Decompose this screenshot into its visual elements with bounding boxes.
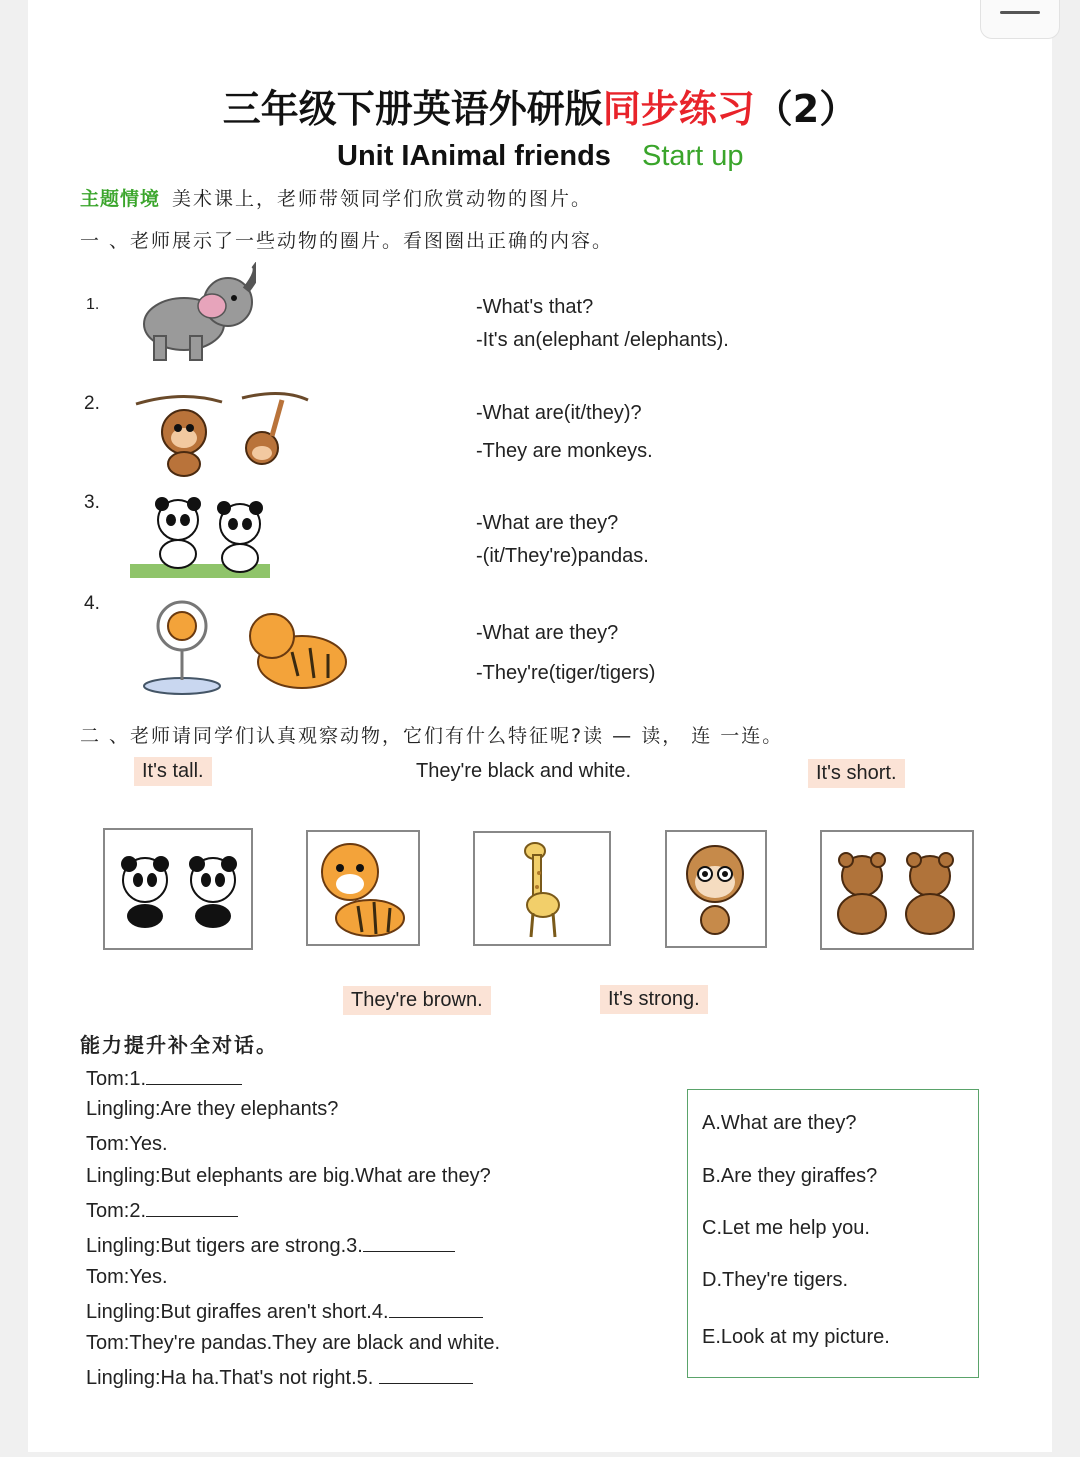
tiger-icon	[308, 832, 418, 944]
animal-box-bears[interactable]	[820, 830, 974, 950]
animal-box-giraffe[interactable]	[473, 831, 611, 946]
monkeys-picture	[132, 384, 312, 480]
elephant-picture	[136, 262, 256, 366]
item1-answer: -It's an(elephant /elephants).	[476, 329, 729, 351]
answer-blank-5[interactable]	[379, 1365, 473, 1384]
option-e[interactable]: E.Look at my picture.	[702, 1326, 890, 1348]
dialogue-line-3: Tom:Yes.	[86, 1133, 168, 1155]
dialogue-line-5	[86, 1198, 238, 1223]
item2-answer: -They are monkeys.	[476, 440, 653, 462]
section1-heading: 一 、老师展示了一些动物的圈片。看图圈出正确的内容。	[80, 230, 614, 252]
dialogue-line-6	[86, 1233, 455, 1258]
animal-box-monkey[interactable]	[665, 830, 767, 948]
phrase-strong[interactable]: It's strong.	[600, 985, 708, 1014]
monkey-icon	[667, 832, 765, 946]
option-a[interactable]: A.What are they?	[702, 1112, 857, 1134]
dialogue-text: Lingling:But tigers are strong.3.	[86, 1235, 363, 1257]
worksheet-page	[28, 0, 1052, 1452]
item2-number: 2.	[84, 393, 100, 414]
item4-question: -What are they?	[476, 622, 619, 644]
answer-blank-1[interactable]	[146, 1066, 242, 1085]
dialogue-line-1	[86, 1066, 242, 1091]
animal-box-pandas[interactable]	[103, 828, 253, 950]
answer-blank-3[interactable]	[363, 1233, 455, 1252]
item3-question: -What are they?	[476, 512, 619, 534]
answer-blank-2[interactable]	[146, 1198, 238, 1217]
unit-title: Unit IAnimal friends	[337, 140, 611, 172]
item1-question: -What's that?	[476, 296, 594, 318]
phrase-tall[interactable]: It's tall.	[134, 757, 212, 786]
dialogue-line-2: Lingling:Are they elephants?	[86, 1098, 339, 1120]
phrase-black-white[interactable]: They're black and white.	[416, 760, 632, 782]
section2-heading: 二 、老师请同学们认真观察动物，它们有什么特征呢?读 — 读， 连 一连。	[80, 725, 784, 747]
panda-icon	[105, 830, 251, 948]
item4-answer: -They're(tiger/tigers)	[476, 662, 656, 684]
phrase-brown[interactable]: They're brown.	[343, 986, 491, 1015]
title-highlight: 同步练习	[602, 87, 755, 131]
item3-answer: -(it/They're)pandas.	[476, 545, 649, 567]
dialogue-line-10	[86, 1365, 473, 1390]
page-title	[28, 78, 1052, 133]
option-c[interactable]: C.Let me help you.	[702, 1217, 870, 1239]
option-d[interactable]: D.They're tigers.	[702, 1269, 849, 1291]
pandas-picture	[130, 490, 270, 582]
giraffe-icon	[475, 833, 609, 944]
option-b[interactable]: B.Are they giraffes?	[702, 1165, 878, 1187]
title-number: （2）	[754, 87, 858, 131]
item4-number: 4.	[84, 593, 100, 614]
drag-handle[interactable]	[980, 0, 1060, 39]
item2-question: -What are(it/they)?	[476, 402, 642, 424]
title-main: 三年级下册英语外研版	[222, 87, 603, 131]
theme-line	[80, 184, 592, 211]
options-box	[687, 1089, 979, 1378]
section3-heading: 能力提升补全对话。	[80, 1033, 278, 1057]
answer-blank-4[interactable]	[389, 1299, 483, 1318]
theme-text: 美术课上，老师带领同学们欣赏动物的图片。	[172, 188, 593, 210]
dialogue-text: Tom:1.	[86, 1068, 147, 1090]
dialogue-text: Tom:2.	[86, 1200, 147, 1222]
item3-number: 3.	[84, 492, 100, 513]
animal-box-tiger[interactable]	[306, 830, 420, 946]
bear-icon	[822, 832, 972, 948]
dialogue-text: Lingling:Ha ha.That's not right.5.	[86, 1367, 374, 1389]
handle-bar-icon	[1000, 11, 1040, 14]
item1-number: 1.	[86, 296, 100, 313]
dialogue-line-9: Tom:They're pandas.They are black and white.	[86, 1332, 501, 1354]
dialogue-line-7: Tom:Yes.	[86, 1266, 168, 1288]
phrase-short[interactable]: It's short.	[808, 759, 905, 788]
theme-label: 主题情境	[80, 188, 161, 210]
dialogue-line-4: Lingling:But elephants are big.What are they?	[86, 1165, 491, 1187]
unit-subtitle: Start up	[642, 140, 744, 172]
tigers-picture	[142, 596, 356, 696]
dialogue-line-8	[86, 1299, 483, 1324]
dialogue-text: Lingling:But giraffes aren't short.4.	[86, 1301, 389, 1323]
